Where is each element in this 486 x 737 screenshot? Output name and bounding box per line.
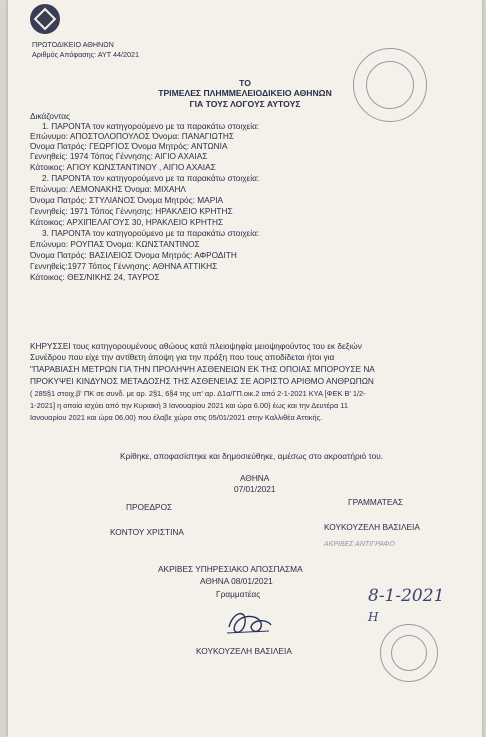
defendant-2-birth: Γεννηθείς: 1971 Τόπος Γέννησης: ΗΡΑΚΛΕΙΟ ΚΡΗΤΗΣ (30, 206, 233, 216)
verdict-line-7: Ιανουαρίου 2021 και ώρα 06.00) που έλαβε χώρα στις 05/01/2021 στην Καλλιθέα Αττικής. (30, 413, 323, 422)
true-copy-stamp (324, 540, 486, 549)
extract-secretary-name: ΚΟΥΚΟΥΖΕΛΗ ΒΑΣΙΛΕΙΑ (196, 646, 292, 656)
decision-number: Αριθμός Απόφασης: ΑΥΤ 44/2021 (32, 50, 140, 59)
closing-statement: Κρίθηκε, αποφασίστηκε και δημοσιεύθηκε, αμέσως στο ακροατήριό του. (120, 451, 384, 461)
handwritten-mark: H (368, 610, 379, 624)
verdict-line-2: Συνέδρου που είχε την αντίθετη άποψη για την πράξη που τους αποδίδεται ήτοι για (30, 352, 335, 362)
defendant-3-parents: Όνομα Πατρός: ΒΑΣΙΛΕΙΟΣ Όνομα Μητρός: ΑΦΡΟΔΙΤΗ (30, 250, 237, 260)
defendant-1-parents: Όνομα Πατρός: ΓΕΩΡΓΙΟΣ Όνομα Μητρός: ΑΝΤΩΝΙΑ (30, 141, 228, 151)
secretary-title: ΓΡΑΜΜΑΤΕΑΣ (348, 497, 404, 507)
bottom-round-seal-inner (391, 635, 427, 671)
copy-stamp-title: ΑΚΡΙΒΕΣ ΑΝΤΙΓΡΑΦΟ (324, 541, 395, 548)
president-name: ΚΟΝΤΟΥ ΧΡΙΣΤΙΝΑ (110, 527, 184, 537)
judging-label: Δικάζοντας (30, 111, 71, 121)
defendant-1-name: Επώνυμο: ΑΠΟΣΤΟΛΟΠΟΥΛΟΣ Όνομα: ΠΑΝΑΓΙΩΤΗΣ (30, 131, 235, 141)
extract-role: Γραμματέας (216, 589, 261, 599)
extract-place-date: ΑΘΗΝΑ 08/01/2021 (200, 576, 273, 586)
president-title: ΠΡΟΕΔΡΟΣ (126, 502, 173, 512)
secretary-signature (223, 605, 275, 641)
title-line-3: ΓΙΑ ΤΟΥΣ ΛΟΓΟΥΣ ΑΥΤΟΥΣ (189, 99, 301, 109)
verdict-line-4: ΠΡΟΚΥΨΕΙ ΚΙΝΔΥΝΟΣ ΜΕΤΑΔΟΣΗΣ ΤΗΣ ΑΣΘΕΝΕΙΑΣ ΣΕ ΑΟΡΙΣΤΟ ΑΡΙΘΜΟ ΑΝΘΡΩΠΩΝ (30, 376, 374, 386)
verdict-line-5: ( 285§1 στοιχ.β' ΠΚ σε συνδ. με αρ. 2§1, 6§4 της υπ' αρ. Δ1α/ΓΠ.οικ.2 από 2-1-2021 ΚΥΑ [ΦΕΚ Β' 1/2- (30, 389, 366, 398)
defendant-3-residence: Κάτοικος: ΘΕΣ/ΝΙΚΗΣ 24, ΤΑΥΡΟΣ (30, 272, 160, 282)
defendant-2-parents: Όνομα Πατρός: ΣΤΥΛΙΑΝΟΣ Όνομα Μητρός: ΜΑΡΙΑ (30, 195, 224, 205)
defendant-2-name: Επώνυμο: ΛΕΜΟΝΑΚΗΣ Όνομα: ΜΙΧΑΗΛ (30, 184, 186, 194)
defendant-3-intro: 3. ΠΑΡΟΝΤΑ τον κατηγορούμενο με τα παρακάτω στοιχεία: (42, 228, 260, 238)
place-athens: ΑΘΗΝΑ (240, 473, 270, 483)
coat-of-arms-emblem (30, 4, 60, 34)
title-line-1: ΤΟ (239, 78, 251, 88)
defendant-1-residence: Κάτοικος: ΑΓΙΟΥ ΚΩΝΣΤΑΝΤΙΝΟΥ , ΑΙΓΙΟ ΑΧΑΙΑΣ (30, 162, 216, 172)
decision-date: 07/01/2021 (234, 484, 276, 494)
verdict-line-3: "ΠΑΡΑΒΙΑΣΗ ΜΕΤΡΩΝ ΓΙΑ ΤΗΝ ΠΡΟΛΗΨΗ ΑΣΘΕΝΕΙΩΝ ΕΚ ΤΗΣ ΟΠΟΙΑΣ ΜΠΟΡΟΥΣΕ ΝΑ (30, 364, 375, 374)
title-line-2: ΤΡΙΜΕΛΕΣ ΠΛΗΜΜΕΛΕΙΟΔΙΚΕΙΟ ΑΘΗΝΩΝ (158, 88, 332, 98)
defendant-3-birth: Γεννηθείς:1977 Τόπος Γέννησης: ΑΘΗΝΑ ΑΤΤΙΚΗΣ (30, 261, 218, 271)
court-name: ΠΡΩΤΟΔΙΚΕΙΟ ΑΘΗΝΩΝ (32, 40, 114, 49)
verdict-line-1: ΚΗΡΥΣΣΕΙ τους κατηγορουμένους αθώους κατά πλειοψηφία μειοψηφούντος του εκ δεξιών (30, 341, 362, 351)
handwritten-date: 8-1-2021 (368, 586, 445, 606)
document-page (8, 0, 482, 737)
verdict-line-6: 1-2021] η οποία ισχύει από την Κυριακή 3 Ιανουαρίου 2021 και ώρα 6.00) έως και την Δευτέρα 11 (30, 401, 348, 410)
defendant-2-intro: 2. ΠΑΡΟΝΤΑ τον κατηγορούμενο με τα παρακάτω στοιχεία: (42, 173, 260, 183)
defendant-1-intro: 1. ΠΑΡΟΝΤΑ τον κατηγορούμενο με τα παρακάτω στοιχεία: (42, 121, 260, 131)
defendant-2-residence: Κάτοικος: ΑΡΧΙΠΕΛΑΓΟΥΣ 30, ΗΡΑΚΛΕΙΟ ΚΡΗΤΗΣ (30, 217, 224, 227)
extract-title: ΑΚΡΙΒΕΣ ΥΠΗΡΕΣΙΑΚΟ ΑΠΟΣΠΑΣΜΑ (158, 564, 303, 574)
defendant-3-name: Επώνυμο: ΡΟΥΠΑΣ Όνομα: ΚΩΝΣΤΑΝΤΙΝΟΣ (30, 239, 200, 249)
secretary-name: ΚΟΥΚΟΥΖΕΛΗ ΒΑΣΙΛΕΙΑ (324, 522, 420, 532)
defendant-1-birth: Γεννηθείς: 1974 Τόπος Γέννησης: ΑΙΓΙΟ ΑΧΑΙΑΣ (30, 151, 208, 161)
